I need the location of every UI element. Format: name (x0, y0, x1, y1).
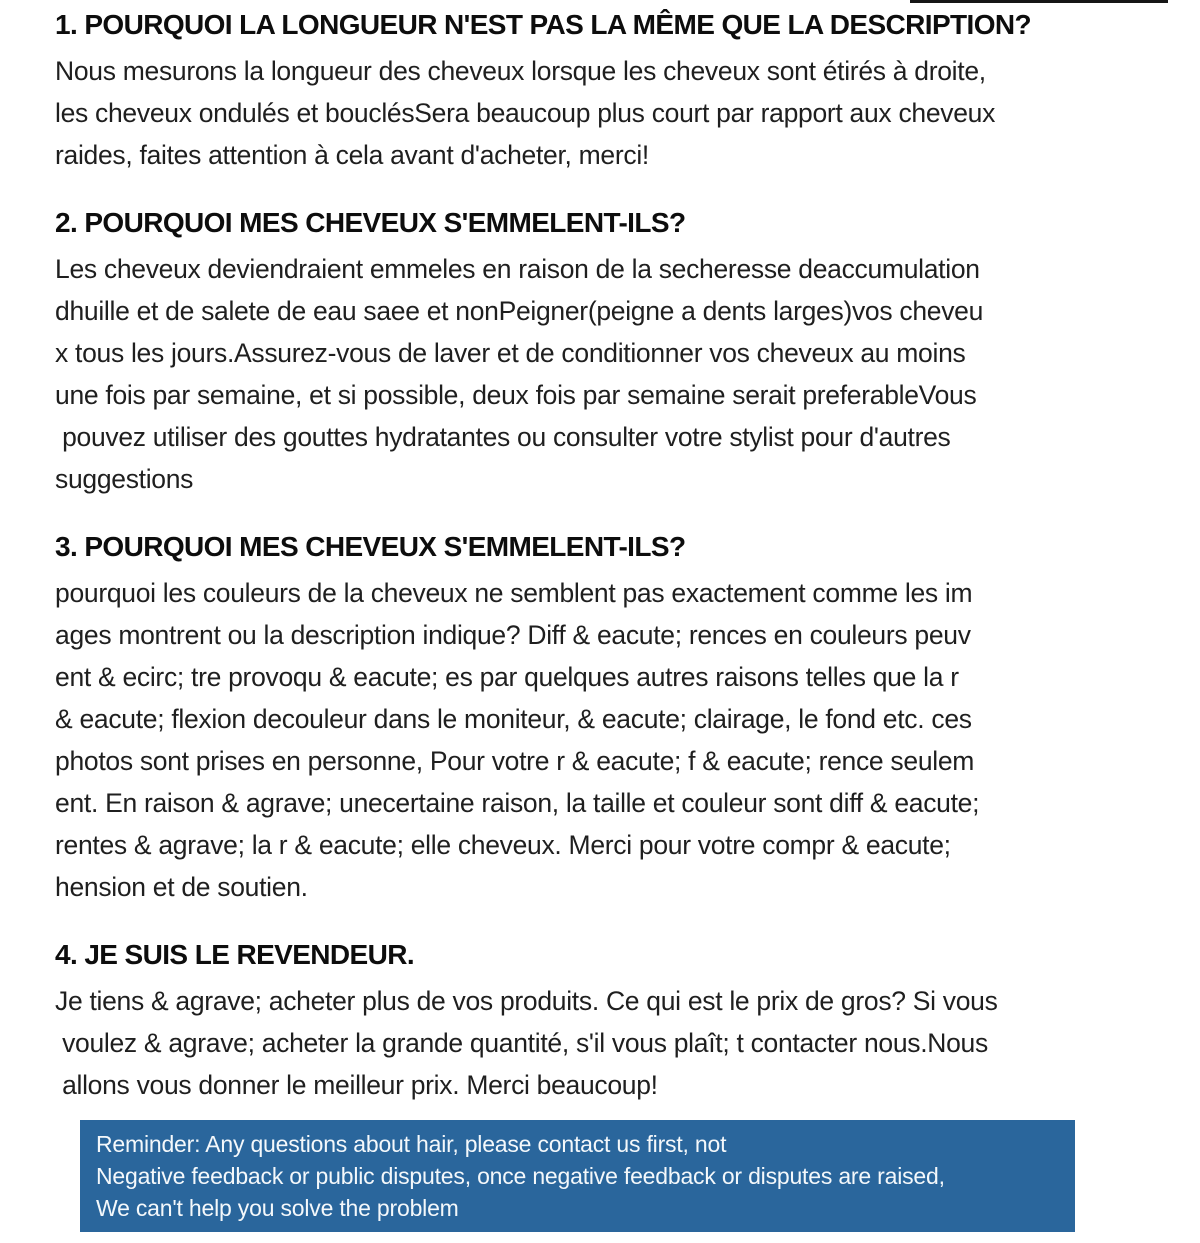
faq-line: pouvez utiliser des gouttes hydratantes ou consulter votre stylist pour d'autres (55, 422, 951, 452)
faq-body-1 (55, 50, 1160, 176)
faq-line: dhuille et de salete de eau saee et nonPeigner(peigne a dents larges)vos cheveu (55, 296, 984, 326)
faq-line: Je tiens & agrave; acheter plus de vos produits. Ce qui est le prix de gros? Si vous (55, 986, 998, 1016)
faq-line: une fois par semaine, et si possible, deux fois par semaine serait preferableVous (55, 380, 977, 410)
faq-line: allons vous donner le meilleur prix. Merci beaucoup! (55, 1070, 658, 1100)
faq-body-2 (55, 248, 1160, 500)
faq-section-4 (55, 936, 1160, 1106)
faq-section-2 (55, 204, 1160, 500)
faq-line: voulez & agrave; acheter la grande quantité, s'il vous plaît; t contacter nous.Nous (55, 1028, 988, 1058)
faq-line: raides, faites attention à cela avant d'acheter, merci! (55, 140, 649, 170)
faq-heading-3: 3. POURQUOI MES CHEVEUX S'EMMELENT-ILS? (55, 531, 686, 562)
faq-line: rentes & agrave; la r & eacute; elle cheveux. Merci pour votre compr & eacute; (55, 830, 951, 860)
faq-line: x tous les jours.Assurez-vous de laver et de conditionner vos cheveux au moins (55, 338, 966, 368)
reminder-line: Negative feedback or public disputes, once negative feedback or disputes are raised, (96, 1163, 945, 1189)
faq-line: ages montrent ou la description indique? Diff & eacute; rences en couleurs peuv (55, 620, 971, 650)
faq-line: & eacute; flexion decouleur dans le moniteur, & eacute; clairage, le fond etc. ces (55, 704, 972, 734)
faq-heading-2: 2. POURQUOI MES CHEVEUX S'EMMELENT-ILS? (55, 207, 686, 238)
image-crop-bar (910, 0, 1168, 3)
faq-line: les cheveux ondulés et bouclésSera beaucoup plus court par rapport aux cheveux (55, 98, 996, 128)
reminder-line: We can't help you solve the problem (96, 1195, 459, 1221)
faq-heading-4: 4. JE SUIS LE REVENDEUR. (55, 939, 415, 970)
faq-line: pourquoi les couleurs de la cheveux ne semblent pas exactement comme les im (55, 578, 973, 608)
faq-line: Les cheveux deviendraient emmeles en raison de la secheresse deaccumulation (55, 254, 980, 284)
faq-body-3 (55, 572, 1160, 908)
reminder-line: Reminder: Any questions about hair, please contact us first, not (96, 1131, 727, 1157)
faq-line: ent & ecirc; tre provoqu & eacute; es par quelques autres raisons telles que la r (55, 662, 959, 692)
faq-heading-1: 1. POURQUOI LA LONGUEUR N'EST PAS LA MÊME QUE LA DESCRIPTION? (55, 9, 1032, 40)
faq-line: suggestions (55, 464, 194, 494)
faq-line: ent. En raison & agrave; unecertaine raison, la taille et couleur sont diff & eacute; (55, 788, 980, 818)
faq-section-3 (55, 528, 1160, 908)
faq-line: hension et de soutien. (55, 872, 308, 902)
reminder-banner (80, 1120, 1075, 1232)
faq-line: Nous mesurons la longueur des cheveux lorsque les cheveux sont étirés à droite, (55, 56, 986, 86)
faq-body-4 (55, 980, 1160, 1106)
faq-line: photos sont prises en personne, Pour votre r & eacute; f & eacute; rence seulem (55, 746, 975, 776)
faq-section-1 (55, 6, 1160, 176)
